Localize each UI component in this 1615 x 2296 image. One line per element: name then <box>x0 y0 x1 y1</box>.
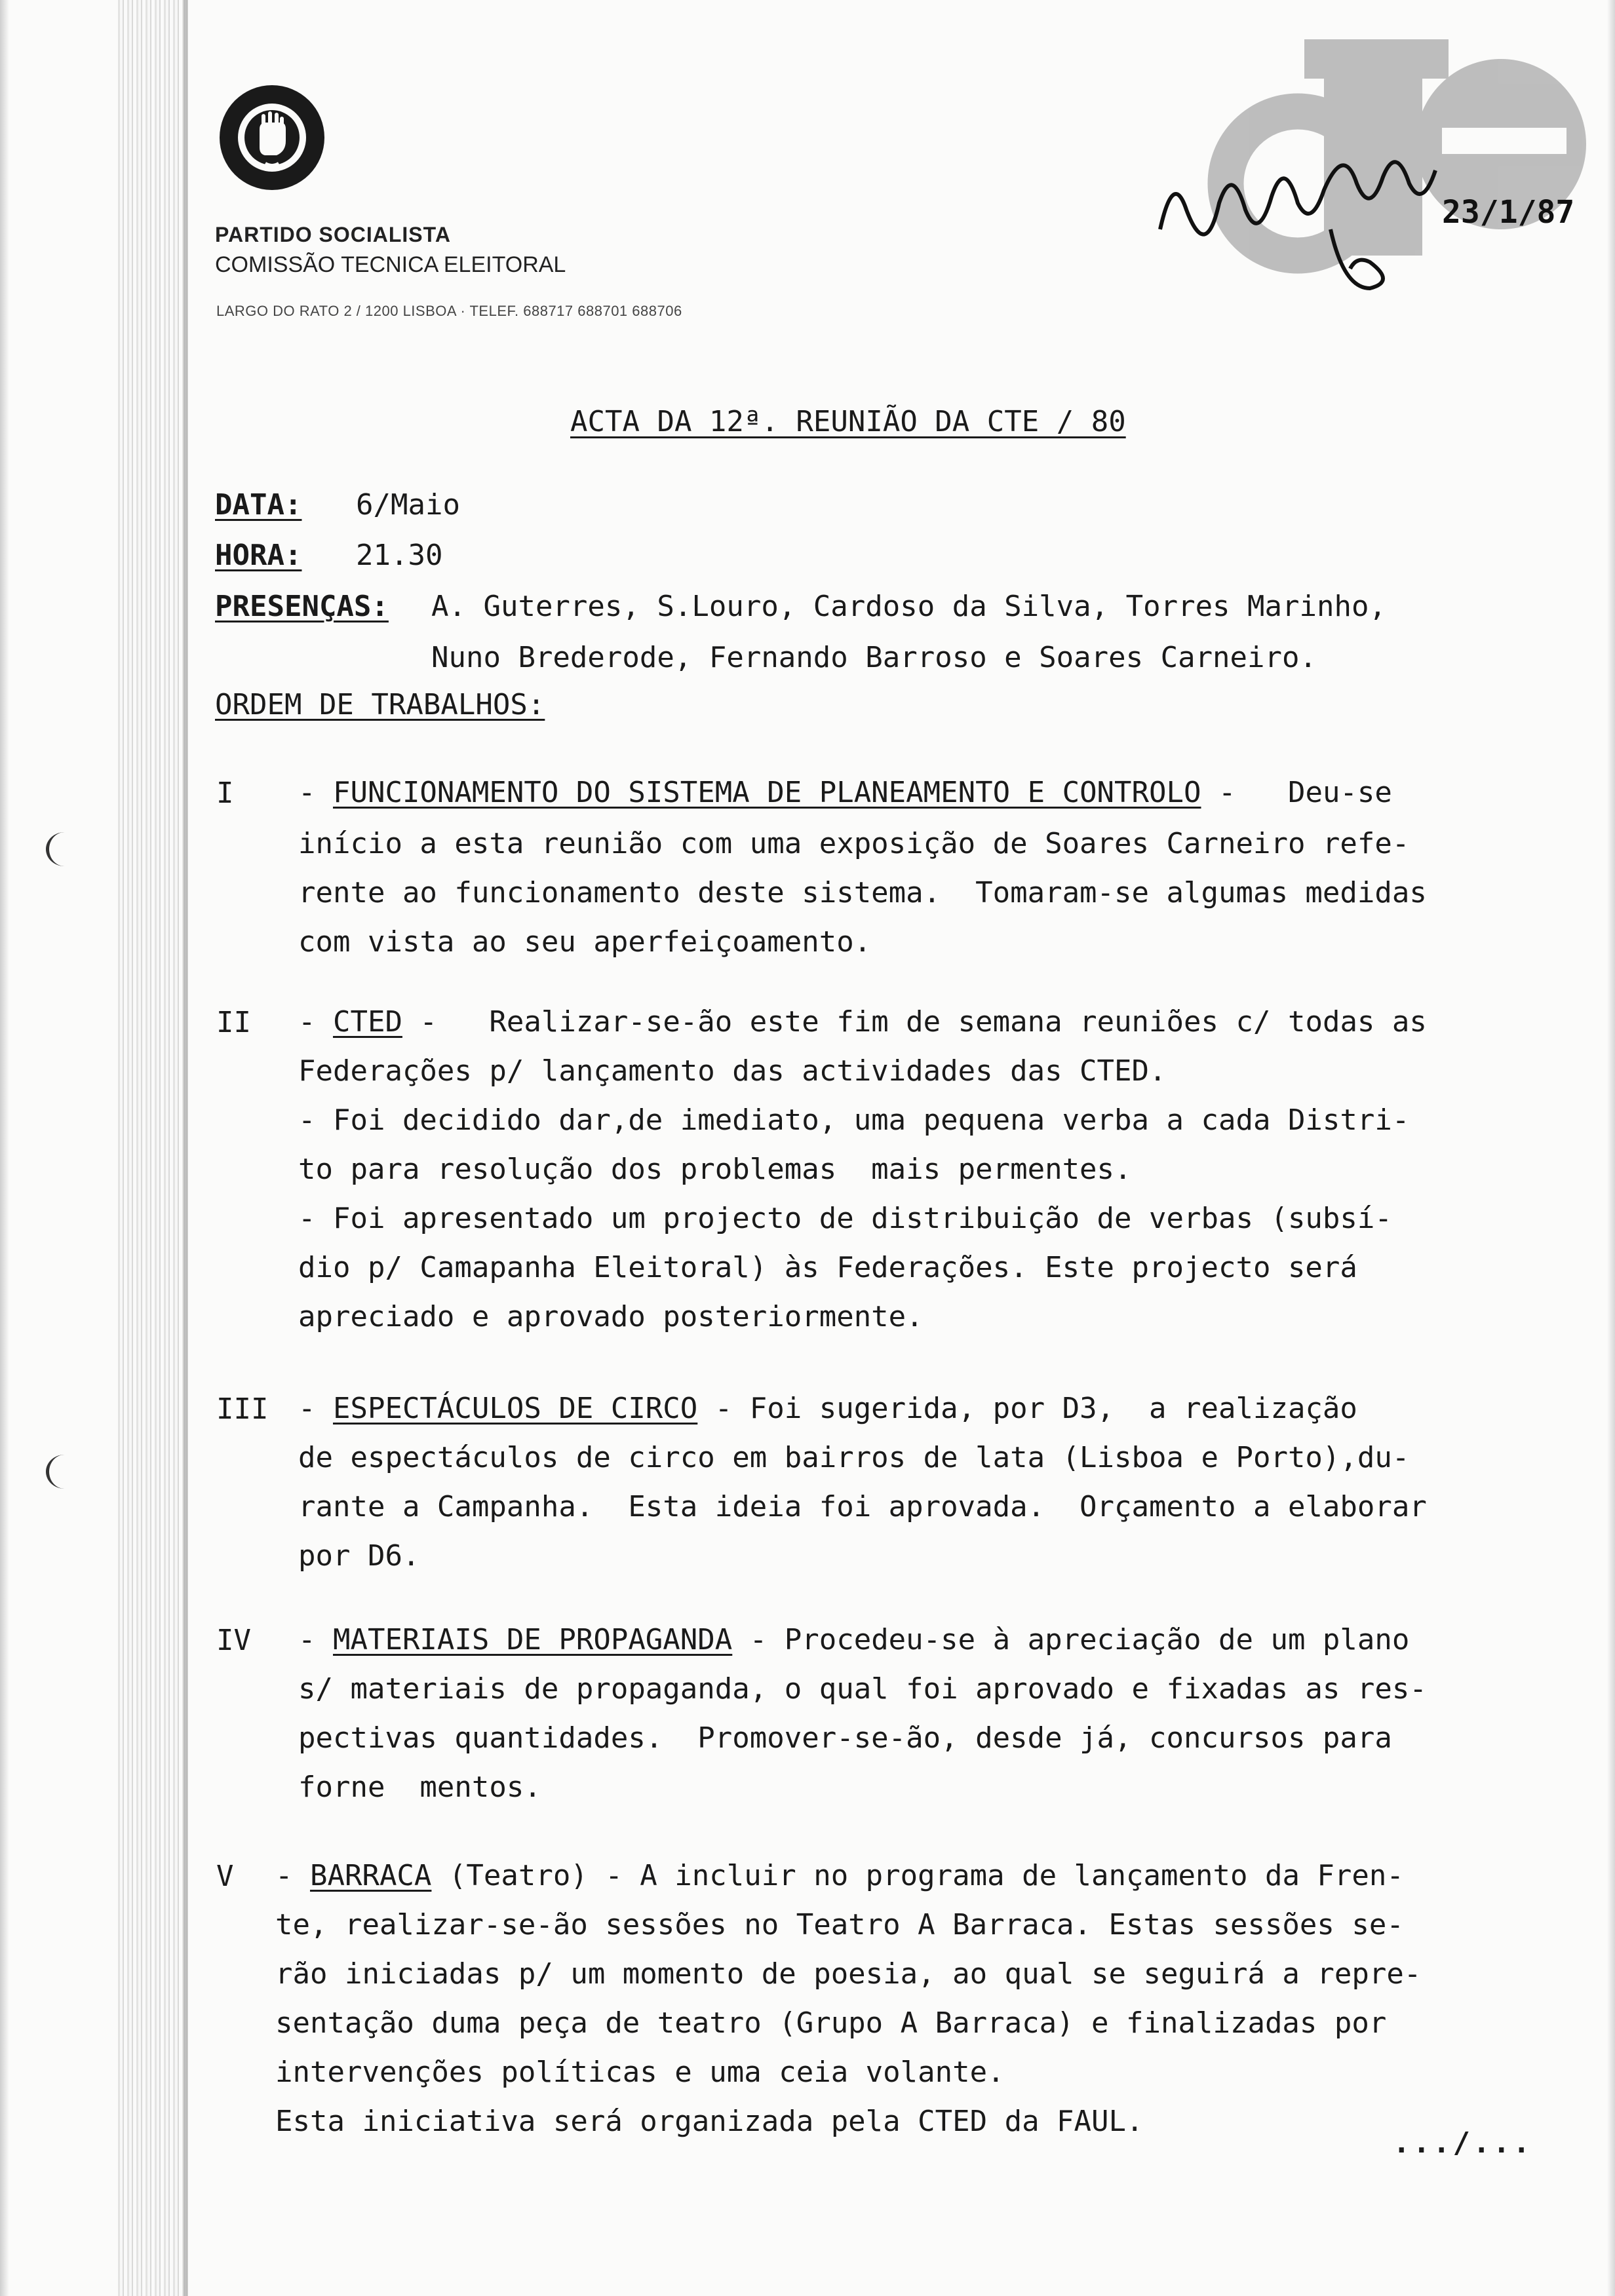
section-text: Deu-se <box>1253 776 1392 809</box>
section-1-body <box>298 819 1427 966</box>
scan-right-edge <box>1607 0 1615 2296</box>
document-title: ACTA DA 12ª. REUNIÃO DA CTE / 80 <box>570 405 1126 438</box>
section-heading: MATERIAIS DE PROPAGANDA <box>332 1623 733 1656</box>
section-4-body <box>298 1664 1427 1812</box>
data-label: DATA: <box>215 488 302 522</box>
punch-hole-mark <box>46 832 83 866</box>
body-line: sentação duma peça de teatro (Grupo A Barraca) e finalizadas por <box>275 2006 1387 2040</box>
section-number: II <box>216 1006 251 1039</box>
binding-line <box>184 0 187 2296</box>
binding-strip <box>118 0 190 2296</box>
section-number: I <box>216 776 234 810</box>
org-name: PARTIDO SOCIALISTA <box>215 223 451 246</box>
presencas-line-2: Nuno Brederode, Fernando Barroso e Soares Carneiro. <box>431 641 1317 674</box>
presencas-line-1: A. Guterres, S.Louro, Cardoso da Silva, Torres Marinho, <box>431 590 1386 623</box>
presencas-label: PRESENÇAS: <box>215 590 389 623</box>
body-line: s/ materiais de propaganda, o qual foi aprovado e fixadas as res- <box>298 1672 1427 1706</box>
continuation-mark: .../... <box>1393 2126 1533 2160</box>
punch-hole-mark <box>46 1455 83 1489</box>
org-address: LARGO DO RATO 2 / 1200 LISBOA · TELEF. 688717 688701 688706 <box>216 303 682 319</box>
body-line: rante a Campanha. Esta ideia foi aprovada. Orçamento a elaborar <box>298 1490 1427 1523</box>
section-2-heading-line: - CTED - Realizar-se-ão este fim de semana reuniões c/ todas as <box>298 1005 1427 1039</box>
section-number: V <box>216 1860 234 1893</box>
section-3-body <box>298 1433 1427 1580</box>
meta-data-row <box>215 488 460 522</box>
body-line: com vista ao seu aperfeiçoamento. <box>298 925 872 959</box>
archive-stamp <box>1134 13 1606 301</box>
section-heading: FUNCIONAMENTO DO SISTEMA DE PLANEAMENTO E CONTROLO <box>332 776 1201 809</box>
body-line: intervenções políticas e uma ceia volante. <box>275 2056 1005 2089</box>
body-line: por D6. <box>298 1539 420 1573</box>
section-text: Realizar-se-ão este fim de semana reuniões c/ todas as <box>454 1005 1427 1039</box>
section-2-body <box>298 1046 1409 1341</box>
section-heading: BARRACA <box>309 1859 432 1892</box>
hora-label: HORA: <box>215 539 302 572</box>
body-line: dio p/ Camapanha Eleitoral) às Federações. Este projecto será <box>298 1251 1357 1284</box>
ordem-row <box>215 688 545 721</box>
body-line: Esta iniciativa será organizada pela CTED da FAUL. <box>275 2105 1144 2138</box>
section-text: - Procedeu-se à apreciação de um plano <box>732 1623 1410 1656</box>
ordem-label: ORDEM DE TRABALHOS: <box>215 688 545 721</box>
section-heading: ESPECTÁCULOS DE CIRCO <box>332 1392 698 1425</box>
party-logo <box>216 82 328 193</box>
body-line: início a esta reunião com uma exposição de Soares Carneiro refe- <box>298 827 1410 860</box>
body-line: apreciado e aprovado posteriormente. <box>298 1300 924 1333</box>
section-3-heading-line: - ESPECTÁCULOS DE CIRCO - Foi sugerida, por D3, a realização <box>298 1392 1357 1425</box>
scan-left-edge <box>0 0 9 2296</box>
body-line: de espectáculos de circo em bairros de lata (Lisboa e Porto),du- <box>298 1441 1410 1474</box>
section-1-heading-line: - FUNCIONAMENTO DO SISTEMA DE PLANEAMENTO E CONTROLO - Deu-se <box>298 776 1392 809</box>
org-subtitle: COMISSÃO TECNICA ELEITORAL <box>215 252 566 277</box>
section-text: (Teatro) - A incluir no programa de lançamento da Fren- <box>431 1859 1404 1892</box>
body-line: to para resolução dos problemas mais permentes. <box>298 1153 1132 1186</box>
body-line: forne mentos. <box>298 1770 541 1804</box>
body-line: rão iniciadas p/ um momento de poesia, ao qual se seguirá a repre- <box>275 1957 1422 1991</box>
body-line: te, realizar-se-ão sessões no Teatro A Barraca. Estas sessões se- <box>275 1908 1404 1942</box>
section-5-body <box>275 1900 1421 2146</box>
body-line: - Foi decidido dar,de imediato, uma pequena verba a cada Distri- <box>298 1103 1410 1137</box>
data-value: 6/Maio <box>356 488 460 522</box>
section-number: IV <box>216 1624 251 1657</box>
meta-presencas-row <box>215 590 1386 623</box>
section-text: - Foi sugerida, por D3, a realização <box>697 1392 1357 1425</box>
body-line: rente ao funcionamento deste sistema. Tomaram-se algumas medidas <box>298 876 1427 909</box>
section-number: III <box>216 1392 269 1426</box>
body-line: pectivas quantidades. Promover-se-ão, desde já, concursos para <box>298 1721 1392 1755</box>
hora-value: 21.30 <box>356 539 443 572</box>
section-heading: CTED <box>332 1005 402 1039</box>
meta-hora-row <box>215 539 443 572</box>
body-line: - Foi apresentado um projecto de distribuição de verbas (subsí- <box>298 1202 1392 1235</box>
section-4-heading-line: - MATERIAIS DE PROPAGANDA - Procedeu-se à apreciação de um plano <box>298 1623 1410 1656</box>
stamp-date: 23/1/87 <box>1442 194 1575 231</box>
section-5-heading-line: - BARRACA (Teatro) - A incluir no programa de lançamento da Fren- <box>275 1859 1404 1892</box>
body-line: Federações p/ lançamento das actividades das CTED. <box>298 1054 1167 1088</box>
